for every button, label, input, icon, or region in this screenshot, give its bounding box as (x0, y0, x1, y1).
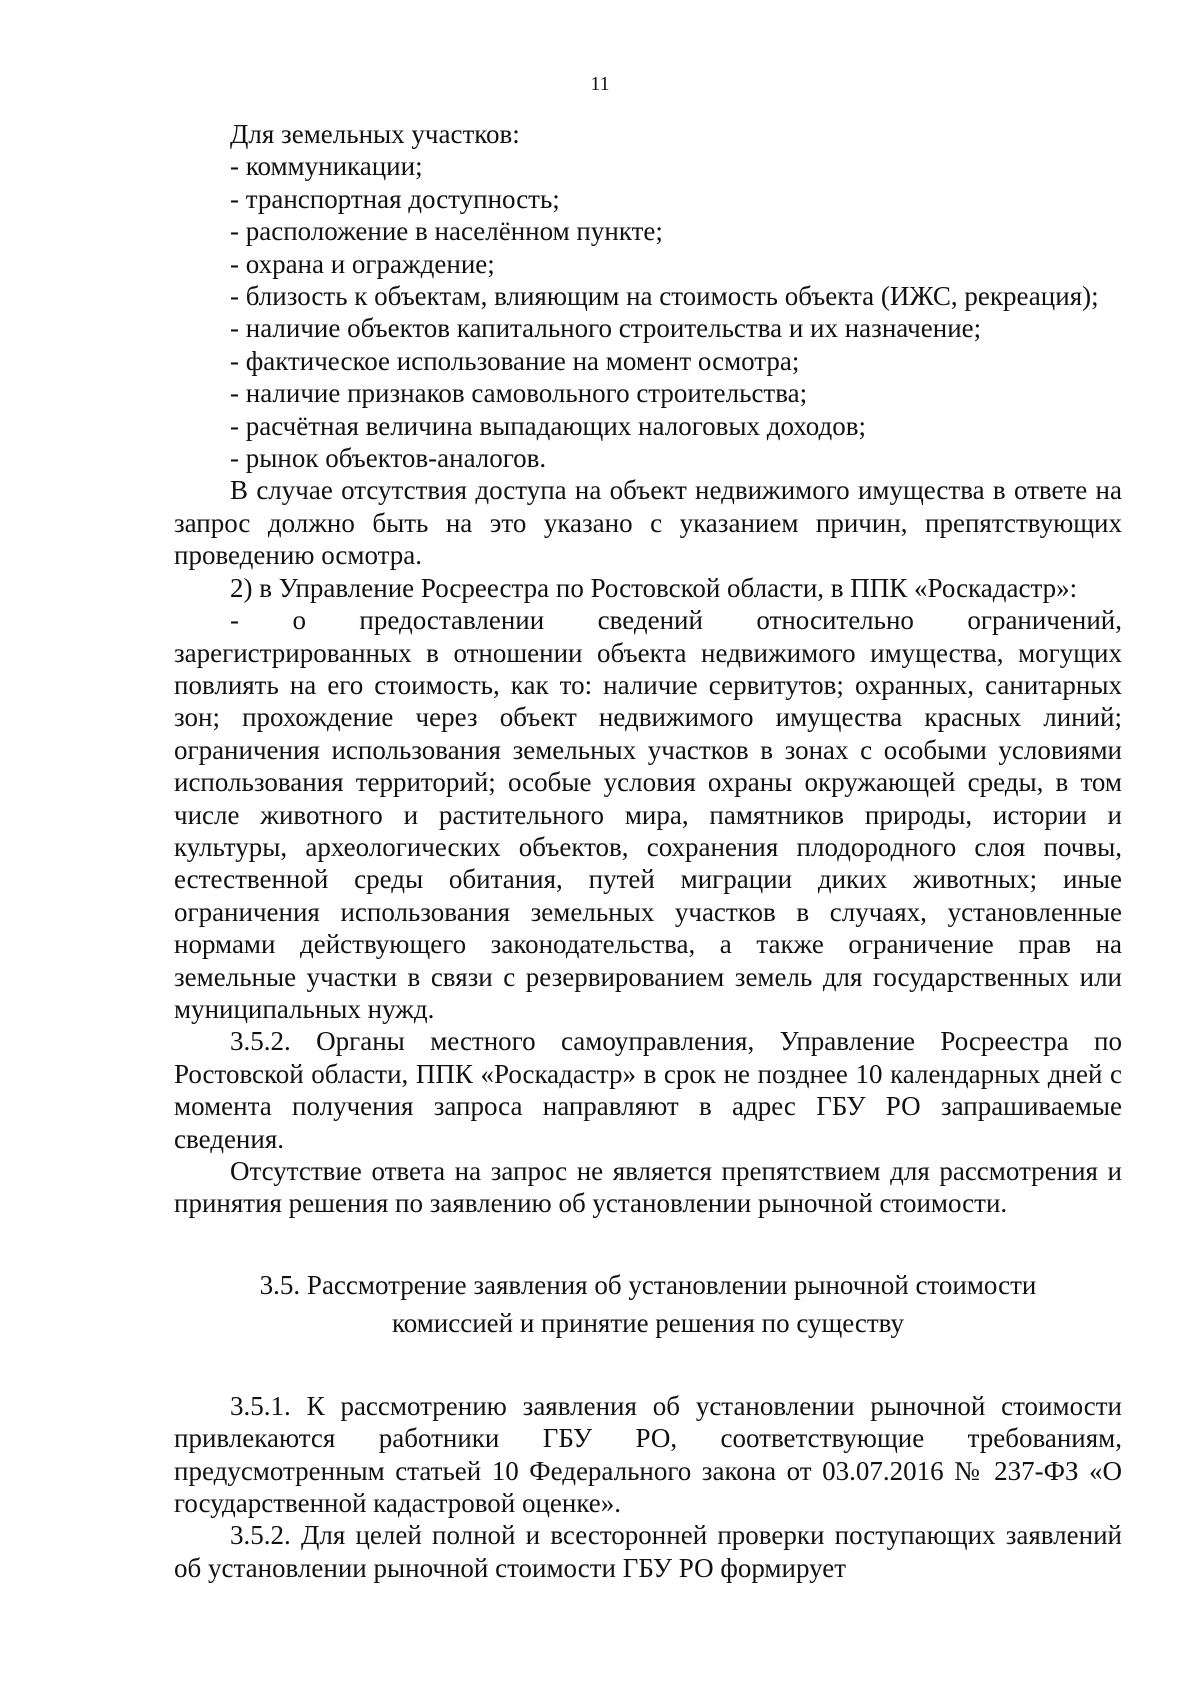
section-heading-line: комиссией и принятие решения по существу (391, 1307, 905, 1338)
paragraph-no-access: В случае отсутствия доступа на объект недвижимого имущества в ответе на запрос должно быть на это указано с указанием причин, препятствующих проведению осмотра. (174, 475, 1122, 571)
list-item: - рынок объектов-аналогов. (230, 443, 547, 474)
paragraph-3-5-2-response: 3.5.2. Органы местного самоуправления, Управление Росреестра по Ростовской области, ППК «Роскадастр» в срок не позднее 10 календарных дней с момента получения запроса направляют в адрес ГБУ РО запрашиваемые сведения. (174, 1026, 1122, 1154)
paragraph-3-5-2-verification: 3.5.2. Для целей полной и всесторонней проверки поступающих заявлений об установлении рыночной стоимости ГБУ РО формирует (174, 1520, 1122, 1583)
list-item: - транспортная доступность; (230, 183, 560, 214)
land-plots-intro: Для земельных участков: (230, 119, 520, 149)
list-item: - наличие объектов капитального строительства и их назначение; (230, 313, 982, 344)
paragraph-no-answer: Отсутствие ответа на запрос не является препятствием для рассмотрения и принятия решения по заявлению об установлении рыночной стоимости. (174, 1156, 1122, 1219)
paragraph-3-5-1: 3.5.1. К рассмотрению заявления об установлении рыночной стоимости привлекаются работники ГБУ РО, соответствующие требованиям, предусмотренным статьей 10 Федерального закона от 03.07.2016 № 237-ФЗ «О государственной кадастровой оценке». (174, 1390, 1122, 1519)
document-body (174, 118, 1122, 1584)
list-item: - охрана и ограждение; (230, 248, 495, 279)
spacer (174, 1342, 1122, 1390)
list-item: - близость к объектам, влияющим на стоимость объекта (ИЖС, рекреация); (230, 281, 1099, 312)
list-item: - коммуникации; (230, 151, 423, 182)
paragraph-rosreestr-request: 2) в Управление Росреестра по Ростовской области, в ППК «Роскадастр»: (230, 572, 1078, 603)
list-item: - фактическое использование на момент осмотра; (230, 345, 800, 376)
list-item: - расположение в населённом пункте; (230, 216, 663, 247)
section-heading (174, 1266, 1122, 1342)
section-heading-line: 3.5. Рассмотрение заявления об установлении рыночной стоимости (259, 1269, 1037, 1300)
list-item: - расчётная величина выпадающих налоговых доходов; (230, 410, 866, 441)
paragraph-restrictions: - о предоставлении сведений относительно ограничений, зарегистрированных в отношении объекта недвижимого имущества, могущих повлиять на его стоимость, как то: наличие сервитутов; охранных, санитарных зон; прохождение через объект недвижимого имущества красных линий; ограничения использования земельных участков в зонах с особыми условиями использования территорий; особые условия охраны окружающей среды, в том числе животного и растительного мира, памятников природы, истории и культуры, археологических объектов, сохранения плодородного слоя почвы, естественной среды обитания, путей миграции диких животных; иные ограничения использования земельных участков в случаях, установленные нормами действующего законодательства, а также ограничение прав на земельные участки в связи с резервированием земель для государственных или муниципальных нужд. (174, 605, 1122, 1024)
page-number: 11 (590, 73, 610, 95)
list-item: - наличие признаков самовольного строительства; (230, 378, 808, 409)
